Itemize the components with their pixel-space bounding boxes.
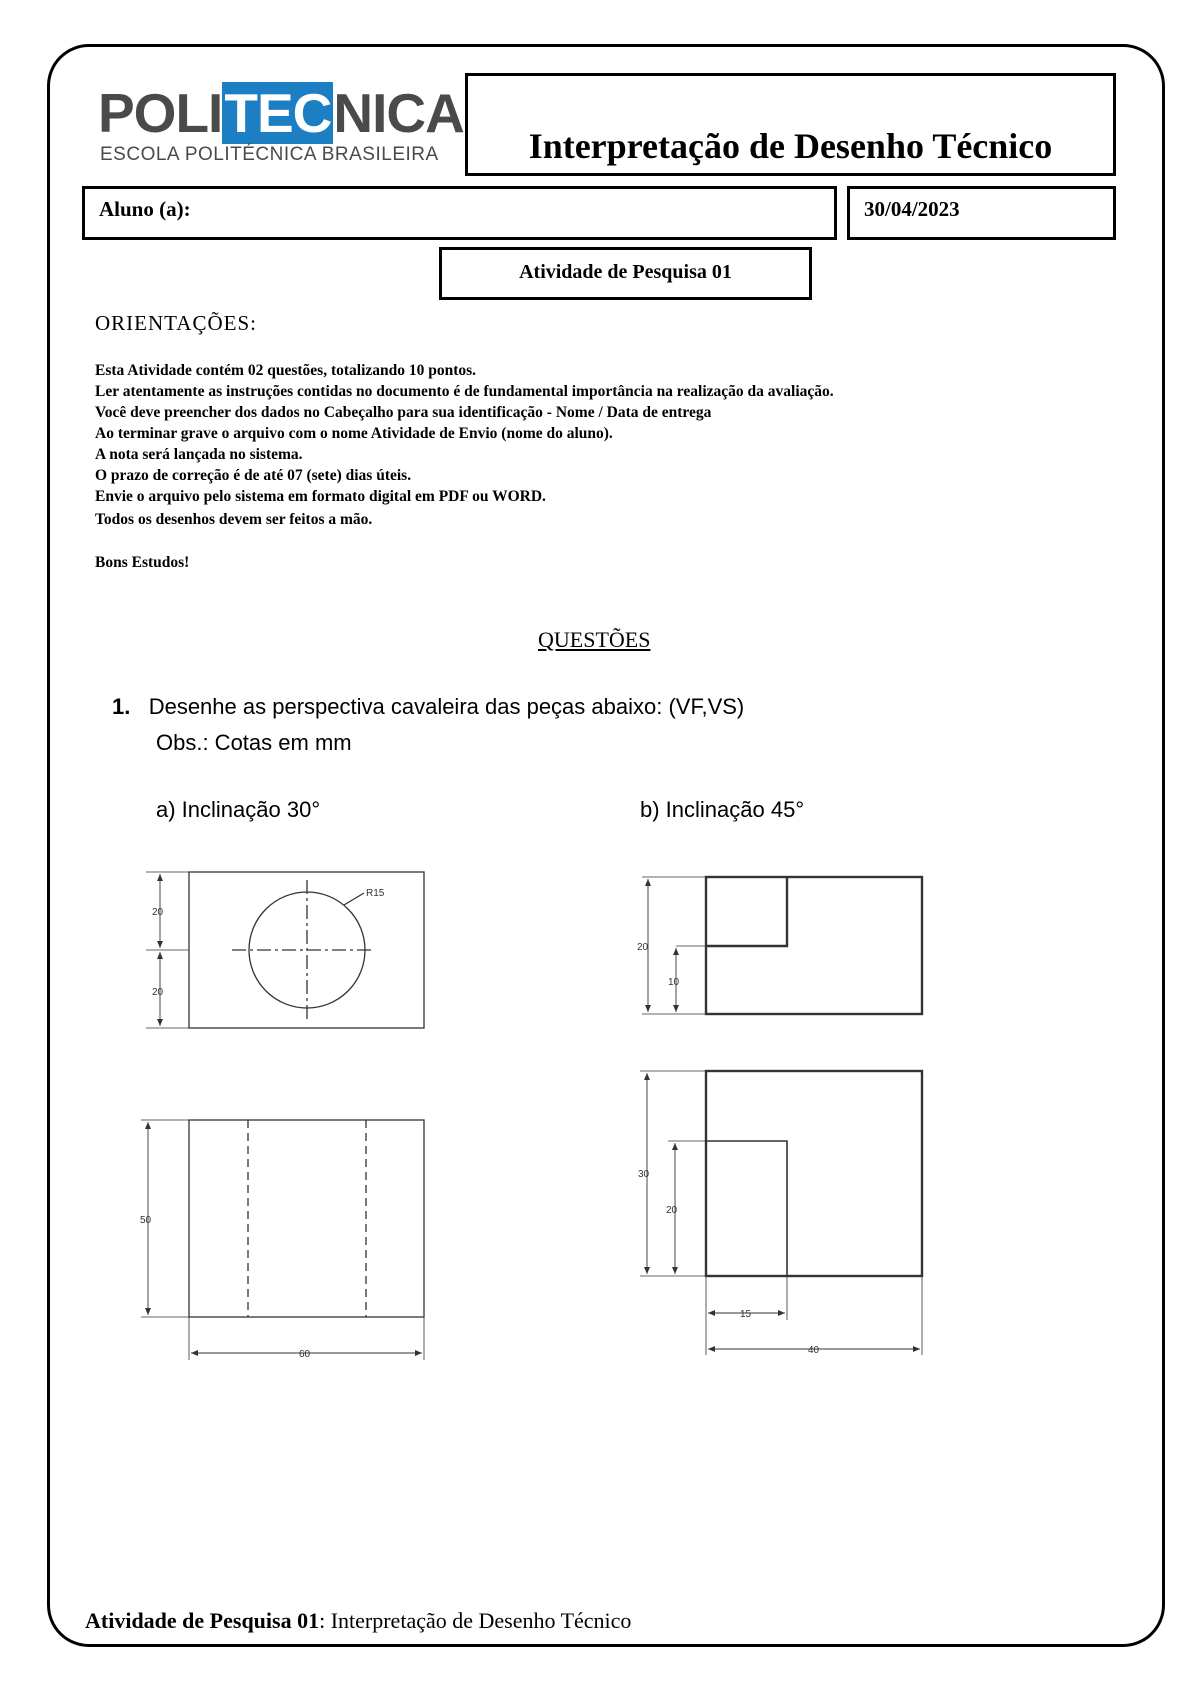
part-b-notch-edge	[706, 1141, 787, 1276]
dim-label-inner: 20	[666, 1205, 678, 1216]
page-footer	[85, 1608, 631, 1634]
logo-subtitle: ESCOLA POLITÉCNICA BRASILEIRA	[100, 144, 439, 165]
student-label: Aluno (a):	[99, 197, 191, 221]
drawing-a-front-view	[141, 1120, 424, 1360]
dim-label-notch: 15	[740, 1309, 752, 1320]
radius-leader	[344, 893, 364, 905]
activity-title: Atividade de Pesquisa 01	[519, 261, 732, 283]
course-title: Interpretação de Desenho Técnico	[528, 126, 1053, 166]
drawing-b-front-view	[640, 1071, 922, 1355]
questions-heading: QUESTÕES	[538, 627, 651, 652]
dim-label-total: 20	[637, 942, 649, 953]
question-observation: Obs.: Cotas em mm	[156, 730, 352, 755]
part-a-label: a) Inclinação 30°	[156, 797, 321, 822]
dim-label-height: 50	[140, 1215, 152, 1226]
logo-wordmark: POLITECNICA	[98, 82, 464, 144]
drawing-b-top-view	[642, 877, 922, 1014]
dim-label-width: 60	[299, 1349, 311, 1360]
footer-bold: Atividade de Pesquisa 01	[85, 1608, 320, 1633]
guideline-item: Ao terminar grave o arquivo com o nome Atividade de Envio (nome do aluno).	[95, 425, 613, 442]
guidelines-closing: Bons Estudos!	[95, 554, 190, 571]
guideline-item: A nota será lançada no sistema.	[95, 446, 303, 463]
question-number: 1.	[112, 694, 131, 719]
guideline-item: Você deve preencher dos dados no Cabeçalho para sua identificação - Nome / Data de entrega	[95, 404, 712, 421]
date-value: 30/04/2023	[864, 197, 960, 221]
footer-text: : Interpretação de Desenho Técnico	[319, 1608, 632, 1633]
part-a-front-outline	[189, 1120, 424, 1317]
radius-label: R15	[366, 888, 385, 899]
part-b-step-edge	[706, 877, 787, 946]
guideline-item: Esta Atividade contém 02 questões, totalizando 10 pontos.	[95, 362, 477, 379]
dim-label-upper: 20	[152, 907, 164, 918]
guideline-item: Ler atentamente as instruções contidas no documento é de fundamental importância na realização da avaliação.	[95, 383, 834, 400]
dim-label-width: 40	[808, 1345, 820, 1356]
guideline-item: Envie o arquivo pelo sistema em formato digital em PDF ou WORD.	[95, 488, 546, 505]
part-b-label: b) Inclinação 45°	[640, 797, 805, 822]
dim-label-step: 10	[668, 977, 680, 988]
question-text: Desenhe as perspectiva cavaleira das peças abaixo: (VF,VS)	[148, 694, 745, 719]
guidelines-title: ORIENTAÇÕES:	[95, 311, 257, 335]
dim-label-height: 30	[638, 1169, 650, 1180]
part-b-front-outline	[706, 1071, 922, 1276]
guideline-item: Todos os desenhos devem ser feitos a mão.	[95, 511, 373, 528]
guideline-item: O prazo de correção é de até 07 (sete) dias úteis.	[95, 467, 412, 484]
dim-label-lower: 20	[152, 987, 164, 998]
